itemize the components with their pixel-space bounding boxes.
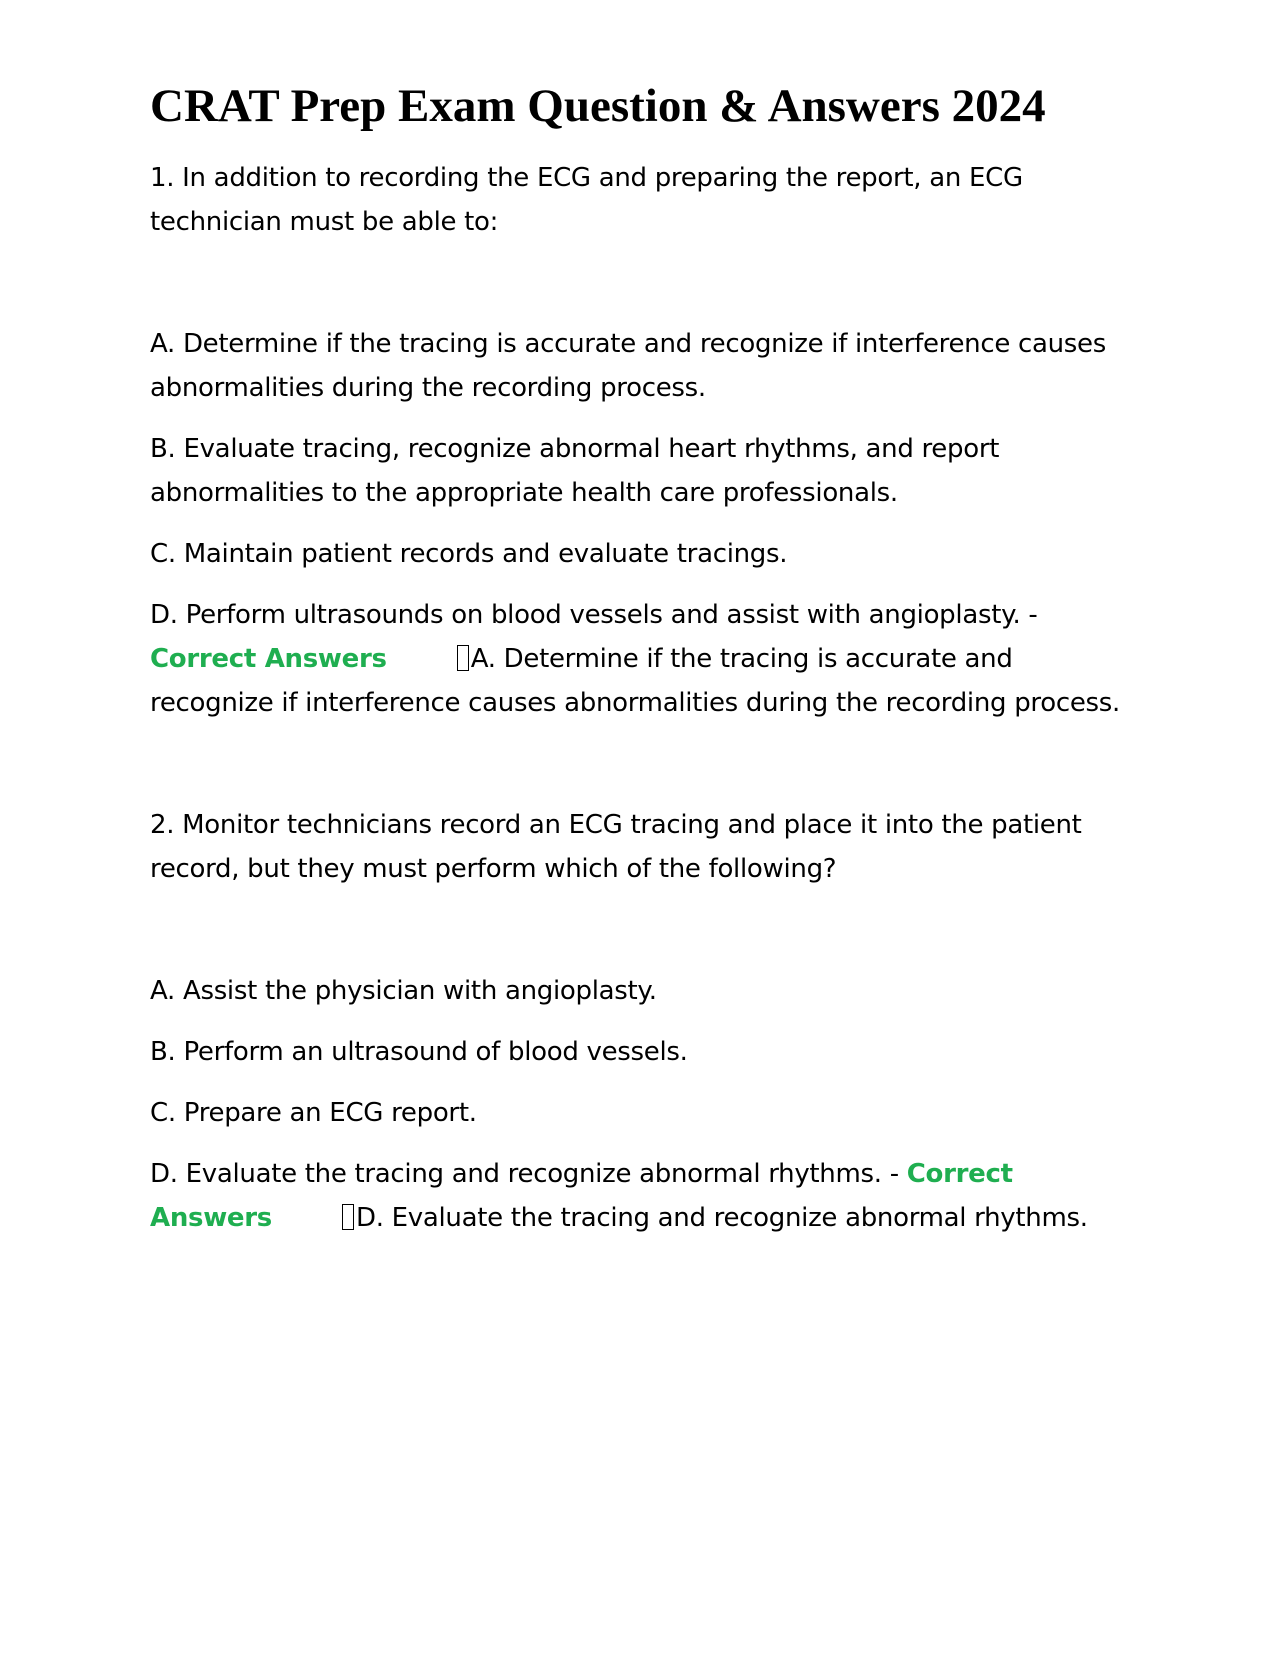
correct-answers-label: Correct Answers [150,644,387,674]
answer-option: B. Perform an ultrasound of blood vessels. [150,1037,688,1067]
answer-option-with-answer [150,593,1130,725]
answer-option: D. Perform ultrasounds on blood vessels and assist with angioplasty. - [150,600,1038,630]
answer-option: C. Maintain patient records and evaluate tracings. [150,539,788,569]
document-title: CRAT Prep Exam Question & Answers 2024 [150,80,1046,132]
answer-option-with-answer [150,1152,1130,1240]
checkbox-glyph-icon [342,1204,354,1230]
answer-option: B. Evaluate tracing, recognize abnormal heart rhythms, and report abnormalities to the appropriate health care professionals. [150,434,1000,508]
correct-answer-text: D. Evaluate the tracing and recognize abnormal rhythms. [355,1203,1088,1233]
correct-answer-text: A. Determine if the tracing is accurate and recognize if interference causes abnormalities during the recording process. [150,644,1120,718]
question-prompt: 2. Monitor technicians record an ECG tracing and place it into the patient record, but they must perform which of the following? [150,810,1082,884]
question-block [150,803,1130,1240]
answer-option: A. Determine if the tracing is accurate and recognize if interference causes abnormalities during the recording process. [150,329,1106,403]
question-prompt: 1. In addition to recording the ECG and preparing the report, an ECG technician must be able to: [150,163,1023,237]
correct-answers-label: Correct Answers [150,1159,1013,1233]
answer-option: D. Evaluate the tracing and recognize abnormal rhythms. - [150,1159,899,1189]
answer-option: C. Prepare an ECG report. [150,1098,477,1128]
question-block [150,156,1130,725]
answer-option: A. Assist the physician with angioplasty. [150,976,657,1006]
checkbox-glyph-icon [457,645,469,671]
document-page [150,76,1130,1240]
